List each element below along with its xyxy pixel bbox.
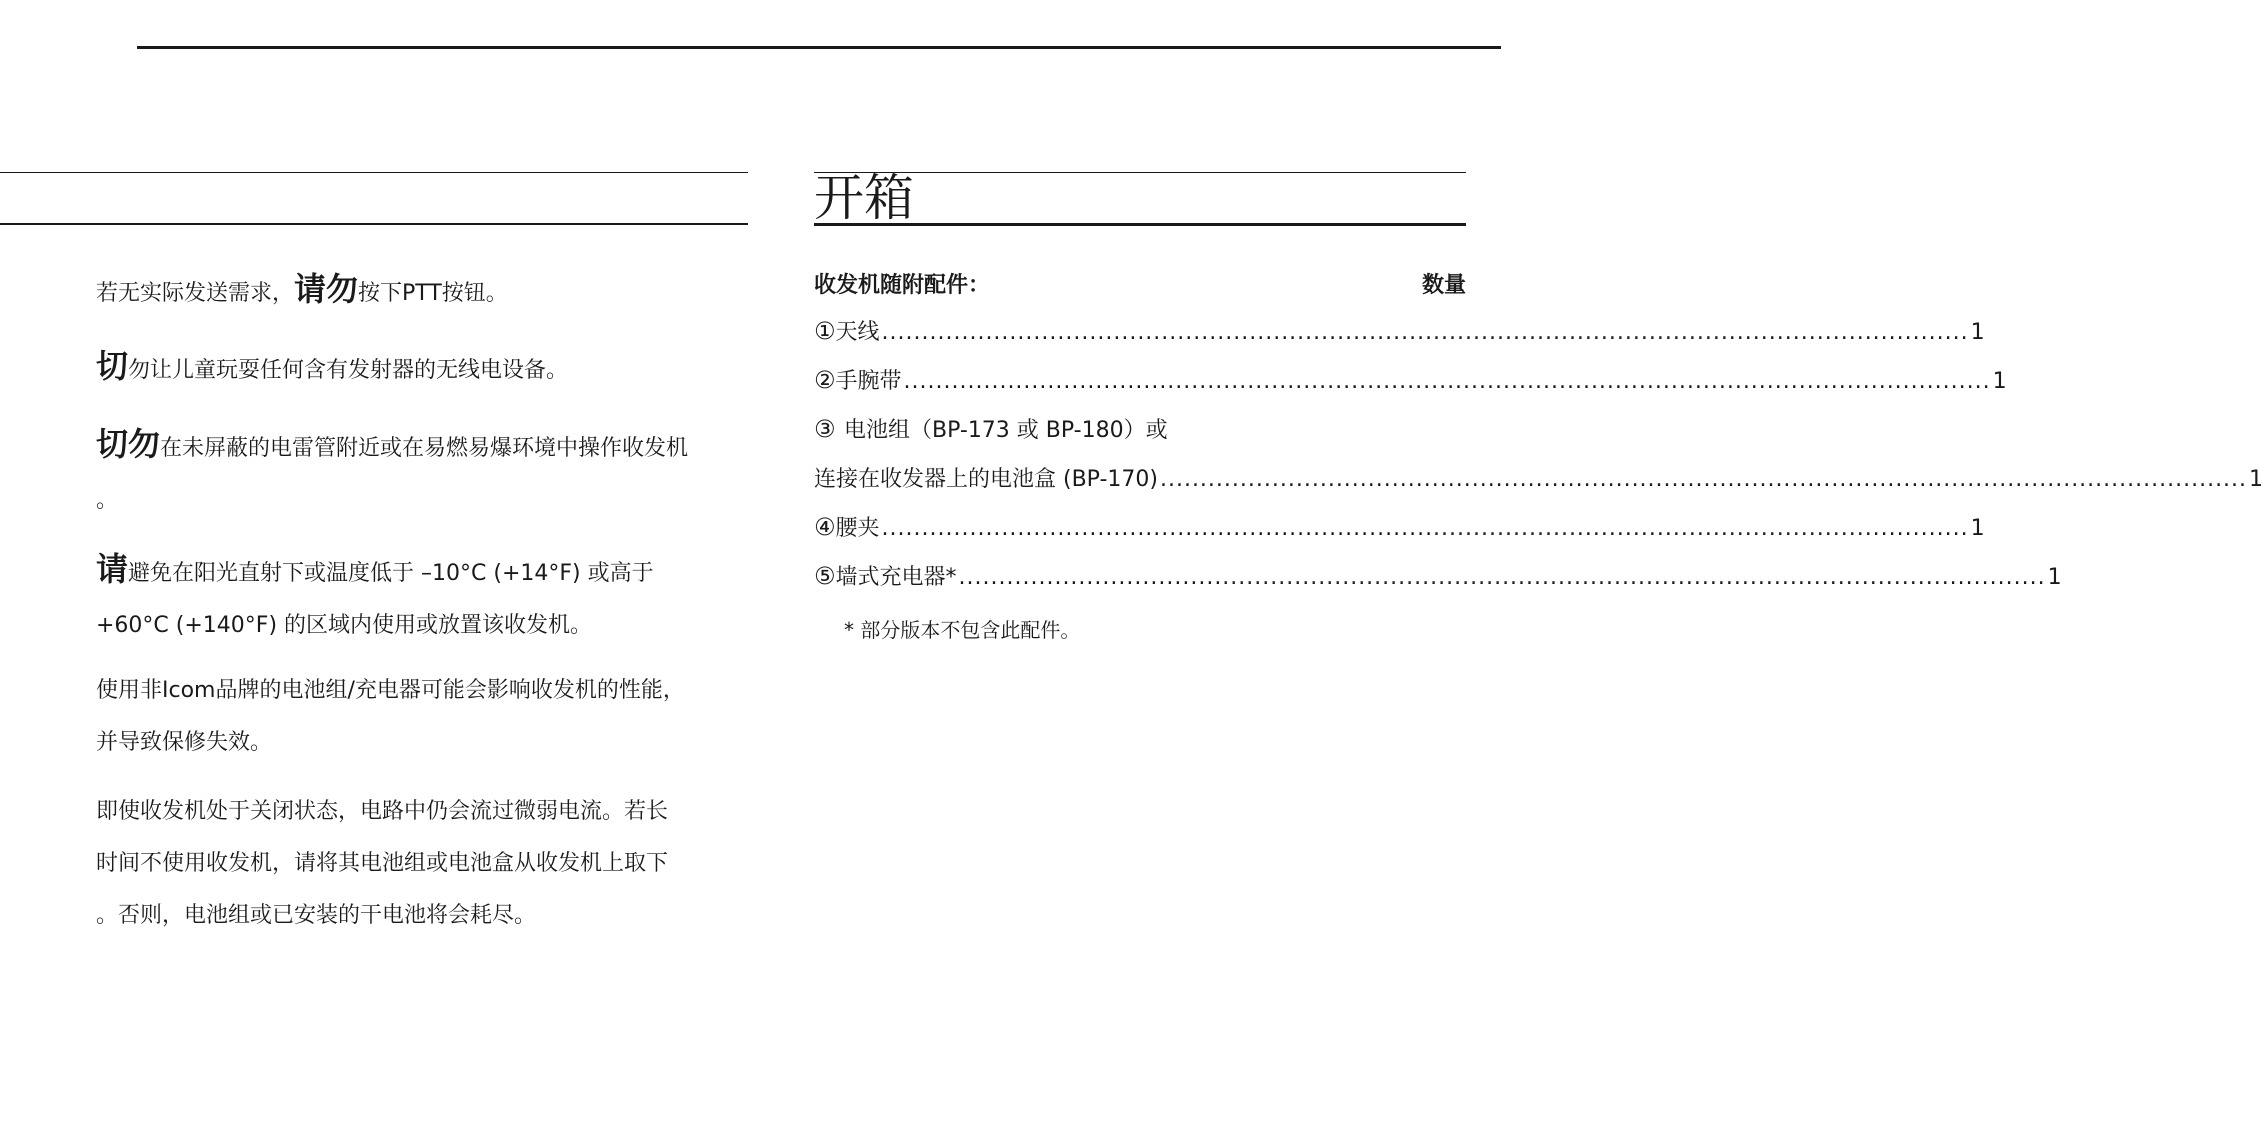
accessories-header <box>814 268 1466 299</box>
left-rule-bottom <box>0 223 748 225</box>
page-title: 开箱 <box>814 169 914 227</box>
caution-battery-line1: 使用非Icom品牌的电池组/充电器可能会影响收发机的性能， <box>96 678 685 703</box>
leader-dots: ........................................................................................................................................ <box>881 516 1969 541</box>
warning-detonator-lead: 切勿 <box>96 425 161 463</box>
caution-battery-line2: 并导致保修失效。 <box>96 730 273 755</box>
leader-dots: ........................................................................................................................................ <box>958 565 2046 590</box>
warning-children <box>96 340 756 397</box>
item-number: ③ <box>814 415 836 443</box>
warning-ptt-bold: 请勿 <box>294 270 359 308</box>
list-item <box>814 462 2263 511</box>
footnote: * 部分版本不包含此配件。 <box>844 618 1081 642</box>
list-item <box>814 413 1466 462</box>
warning-temperature-cont: +60°C (+140°F) 的区域内使用或放置该收发机。 <box>96 613 593 638</box>
list-item <box>814 511 1985 560</box>
warning-ptt <box>96 263 756 320</box>
warning-temperature-text: 避免在阳光直射下或温度低于 –10°C (+14°F) 或高于 <box>128 561 654 586</box>
item-qty: 1 <box>1992 369 2007 394</box>
caution-power-line1: 即使收发机处于关闭状态，电路中仍会流过微弱电流。若长 <box>96 799 669 824</box>
item-qty: 1 <box>1970 320 1985 345</box>
list-item <box>814 560 2062 609</box>
left-rule-top <box>0 172 748 173</box>
warning-detonator-text: 在未屏蔽的电雷管附近或在易燃易爆环境中操作收发机 <box>160 436 689 461</box>
warning-temperature <box>96 543 756 652</box>
caution-battery <box>96 665 756 769</box>
item-number: ① <box>814 317 836 345</box>
top-rule <box>137 46 1501 49</box>
accessories-header-qty: 数量 <box>1421 273 1466 298</box>
warning-ptt-after: 按下PTT按钮。 <box>358 281 508 306</box>
item-qty: 1 <box>1970 516 1985 541</box>
caution-power <box>96 786 756 942</box>
warning-children-text: 勿让儿童玩耍任何含有发射器的无线电设备。 <box>128 358 569 383</box>
item-number: ⑤ <box>814 562 836 590</box>
item-number: ④ <box>814 513 836 541</box>
warning-ptt-before: 若无实际发送需求， <box>96 281 295 306</box>
item-label: 天线 <box>835 320 880 345</box>
leader-dots: ........................................................................................................................................ <box>881 320 1969 345</box>
leader-dots: ........................................................................................................................................ <box>903 369 1991 394</box>
caution-power-line3: 。否则，电池组或已安装的干电池将会耗尽。 <box>96 903 537 928</box>
list-item <box>814 364 2007 413</box>
item-qty: 1 <box>2047 565 2062 590</box>
leader-dots: ........................................................................................................................................ <box>1159 467 2248 492</box>
accessories-header-label: 收发机随附配件： <box>814 273 991 298</box>
warning-detonator-cont: 。 <box>96 488 119 513</box>
item-label: 连接在收发器上的电池盒 (BP-170) <box>814 467 1158 492</box>
warning-children-lead: 切 <box>96 347 129 385</box>
item-label: 墙式充电器* <box>835 565 957 590</box>
accessories-list <box>814 315 2263 609</box>
warning-temperature-lead: 请 <box>96 550 129 588</box>
item-qty: 1 <box>2249 467 2263 492</box>
caution-power-line2: 时间不使用收发机，请将其电池组或电池盒从收发机上取下 <box>96 851 669 876</box>
item-label: 手腕带 <box>835 369 902 394</box>
list-item <box>814 315 1985 364</box>
item-number: ② <box>814 366 836 394</box>
item-label: 电池组（BP-173 或 BP-180）或 <box>844 418 1168 443</box>
warning-detonator <box>96 418 756 527</box>
item-label: 腰夹 <box>835 516 880 541</box>
